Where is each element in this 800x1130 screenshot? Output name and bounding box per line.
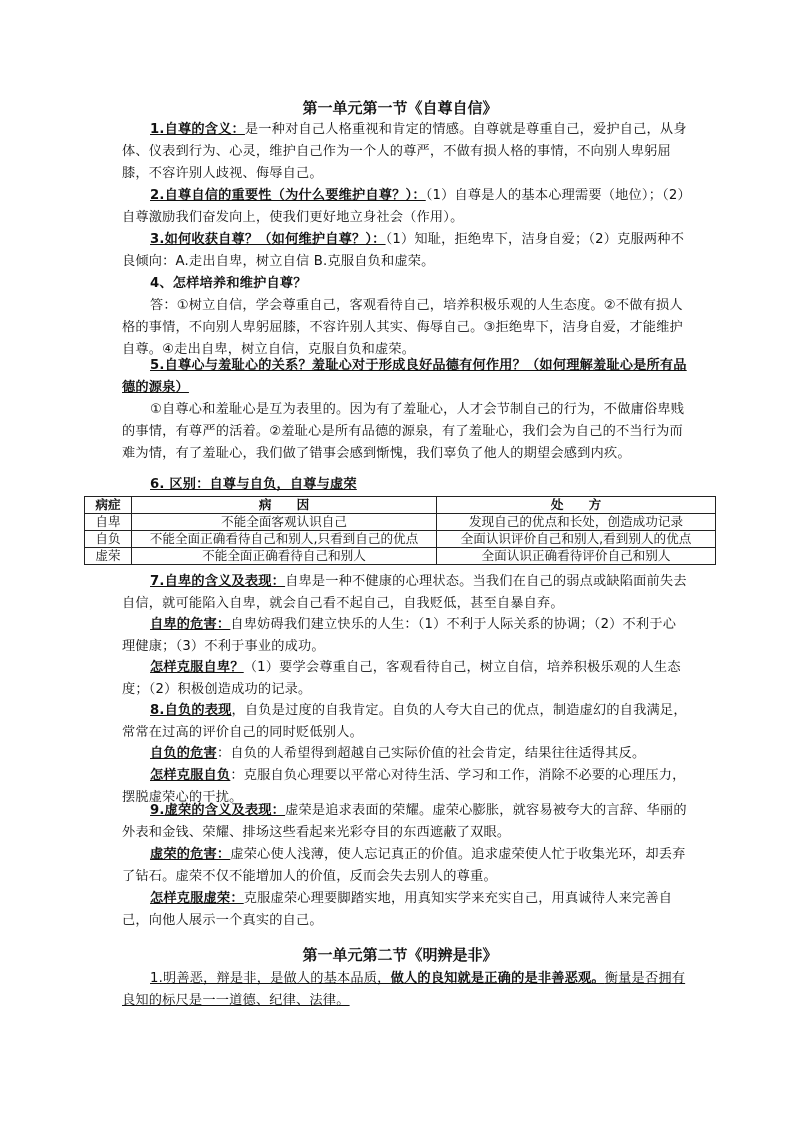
- paragraph-heading: 怎样克服自卑？: [150, 660, 244, 675]
- table-cell: 全面认识评价自己和别人,看到别人的优点: [437, 531, 716, 548]
- paragraph-body: 虚荣是追求表面的荣耀。虚荣心膨胀，就容易被夸大的言辞、华丽的外表和金钱、荣耀、排场这些看起来光彩夺目的东西遮蔽了双眼。: [122, 803, 687, 840]
- table-cell: 不能全面客观认识自己: [132, 514, 437, 531]
- paragraph-heading: 5.自尊心与羞耻心的关系？羞耻心对于形成良好品德有何作用？（如何理解羞耻心是所有品德的源泉）: [122, 358, 687, 395]
- section-title: 第一单元第一节《自尊自信》: [302, 99, 498, 117]
- paragraph-7-overcome: [122, 657, 688, 701]
- paragraph-3: [122, 229, 688, 273]
- paragraph-heading: 3.如何收获自尊？（如何维护自尊？）：: [150, 232, 386, 247]
- section-title: 第一单元第二节《明辨是非》: [302, 946, 498, 964]
- paragraph-body: 自卑妨碍我们建立快乐的人生：（1）不利于人际关系的协调；（2）不利于心理健康；（3）不利于事业的成功。: [122, 617, 677, 654]
- table-cell: 虚荣: [85, 548, 132, 565]
- paragraph-7-harm: [122, 614, 688, 658]
- paragraph-body: （1）自尊是人的基本心理需要（地位）；（2）自尊激励我们奋发向上，使我们更好地立身社会（作用）。: [122, 188, 685, 225]
- paragraph-heading: 7.自卑的含义及表现：: [150, 574, 286, 589]
- paragraph-heading: 1.自尊的含义：: [150, 122, 245, 137]
- paragraph-body: ，自负是过度的自我肯定。自负的人夸大自己的优点，制造虚幻的自我满足，常常在过高的评价自己的同时贬低别人。: [122, 703, 687, 740]
- paragraph-body: （1）要学会尊重自己，客观看待自己，树立自信，培养积极乐观的人生态度；（2）积极创造成功的记录。: [122, 660, 681, 697]
- table-row: [85, 548, 716, 565]
- paragraph-8: [122, 700, 688, 744]
- paragraph-heading: 自负的危害: [150, 746, 217, 761]
- paragraph-heading: 6. 区别：自尊与自负，自尊与虚荣: [150, 477, 357, 492]
- table-cell: 不能全面正确看待自己和别人,只看到自己的优点: [132, 531, 437, 548]
- paragraph-body: ①自尊心和羞耻心是互为表里的。因为有了羞耻心，人才会节制自己的行为，不做庸俗卑贱的事情，有尊严的活着。②羞耻心是所有品德的源泉，有了羞耻心，我们会为自己的不当行为而难为情，有了羞耻心，我们做了错事会感到惭愧，我们辜负了他人的期望会感到内疚。: [122, 402, 685, 461]
- paragraph-2: [122, 185, 688, 229]
- paragraph-6: [122, 474, 688, 496]
- table-header-cell: 病症: [85, 497, 132, 514]
- paragraph-body: 衡量是否拥有良知的标尺是一一道德、纪律、法律。: [122, 971, 686, 1008]
- paragraph-emphasis: 做人的良知就是正确的是非善恶观。: [390, 971, 605, 986]
- table-cell: 自负: [85, 531, 132, 548]
- paragraph-heading: 自卑的危害：: [150, 617, 231, 632]
- paragraph-1: [122, 119, 688, 185]
- paragraph-s2-1: [122, 968, 688, 1012]
- paragraph-heading: 怎样克服自负: [150, 768, 231, 783]
- paragraph-body: 自卑是一种不健康的心理状态。当我们在自己的弱点或缺陷面前失去自信，就可能陷入自卑，就会自己看不起自己，自我贬低，甚至自暴自弃。: [122, 574, 687, 611]
- table-cell: 自卑: [85, 514, 132, 531]
- table-cell: 发现自己的优点和长处，创造成功记录: [437, 514, 716, 531]
- paragraph-body: 克服虚荣心理要脚踏实地，用真知实学来充实自己，用真诚待人来完善自己，向他人展示一个真实的自己。: [122, 891, 673, 928]
- table-header-cell: 处 方: [437, 497, 716, 514]
- paragraph-8-harm: [122, 743, 688, 765]
- table-row: [85, 531, 716, 548]
- table-header-row: [85, 497, 716, 514]
- paragraph-body: 是一种对自己人格重视和肯定的情感。自尊就是尊重自己，爱护自己，从身体、仪表到行为、心灵，维护自己作为一个人的尊严，不做有损人格的事情，不向别人卑躬屈膝，不容许别人歧视、侮辱自己。: [122, 122, 687, 181]
- paragraph-body: 答：①树立自信，学会尊重自己，客观看待自己，培养积极乐观的人生态度。②不做有损人格的事情，不向别人卑躬屈膝，不容许别人其实、侮辱自己。③拒绝卑下，洁身自爱，才能维护自尊。④走出自卑，树立自信，克服自负和虚荣。: [122, 298, 683, 357]
- paragraph-heading: 4、怎样培养和维护自尊？: [150, 276, 307, 291]
- paragraph-heading: 怎样克服虚荣：: [150, 891, 244, 906]
- paragraph-heading: 8.自负的表现: [150, 703, 232, 718]
- table-cell: 全面认识正确看待评价自己和别人: [437, 548, 716, 565]
- paragraph-heading: 2.自尊自信的重要性（为什么要维护自尊？）：: [150, 188, 426, 203]
- table-header-cell: 病 因: [132, 497, 437, 514]
- paragraph-9-overcome: [122, 888, 688, 932]
- paragraph-heading: 9.虚荣的含义及表现：: [150, 803, 286, 818]
- paragraph-body: （1）知耻，拒绝卑下，洁身自爱；（2）克服两种不良倾向：A.走出自卑，树立自信 B.克服自负和虚荣。: [122, 232, 685, 269]
- paragraph-body: ：自负的人希望得到超越自己实际价值的社会肯定，结果往往适得其反。: [216, 746, 646, 761]
- paragraph-9: [122, 800, 688, 844]
- table-cell: 不能全面正确看待自己和别人: [132, 548, 437, 565]
- paragraph-9-harm: [122, 844, 688, 888]
- paragraph-5: [122, 355, 688, 399]
- paragraph-body: ：克服自负心理要以平常心对待生活、学习和工作，消除不必要的心理压力，摆脱虚荣心的干扰。: [122, 768, 686, 805]
- table-row: [85, 514, 716, 531]
- paragraph-4-answer: [122, 295, 688, 361]
- paragraph-body: 1.明善恶，辩是非，是做人的基本品质，: [150, 971, 391, 986]
- paragraph-7: [122, 571, 688, 615]
- paragraph-body: 虚荣心使人浅薄，使人忘记真正的价值。追求虚荣使人忙于收集光环，却丢弃了钻石。虚荣不仅不能增加人的价值，反而会失去别人的尊重。: [122, 847, 686, 884]
- paragraph-4: [122, 273, 688, 295]
- paragraph-heading: 虚荣的危害：: [150, 847, 231, 862]
- paragraph-5-answer: [122, 399, 688, 465]
- comparison-table: [84, 496, 716, 565]
